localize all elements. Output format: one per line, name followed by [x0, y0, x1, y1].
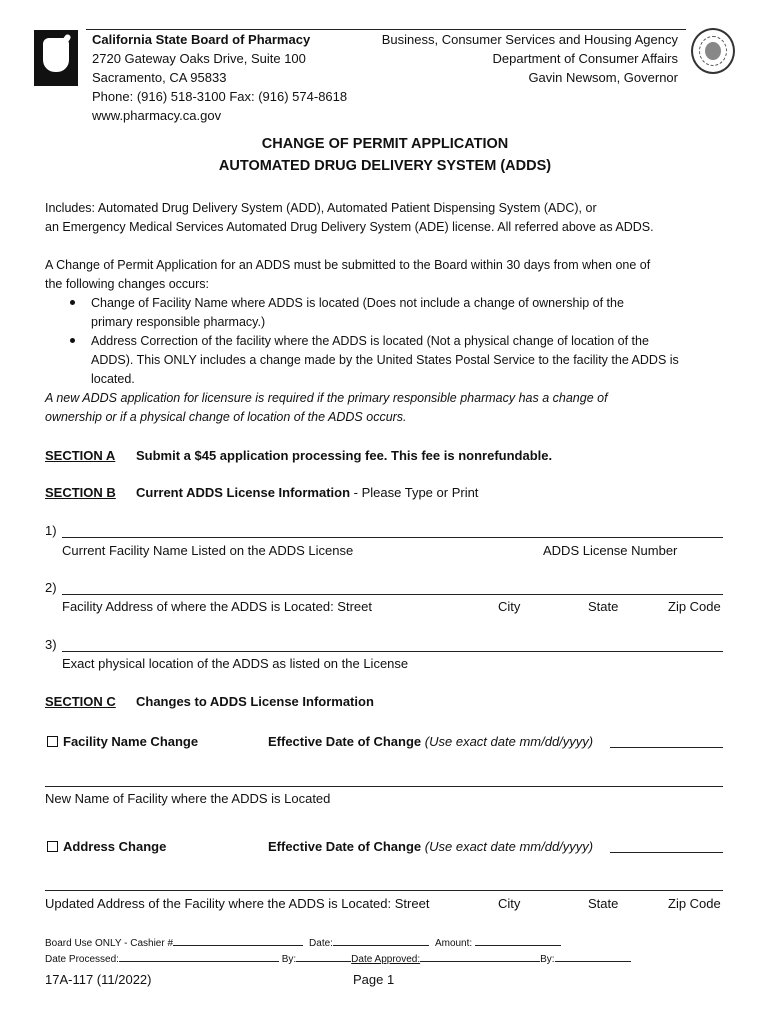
date-approved-input[interactable]	[420, 961, 540, 962]
board-name: California State Board of Pharmacy	[92, 32, 311, 47]
board-address-line2: Sacramento, CA 95833	[92, 70, 227, 85]
license-number-label: ADDS License Number	[543, 543, 678, 558]
bullet2-line3: located.	[91, 372, 135, 386]
bullet1-line2: primary responsible pharmacy.)	[91, 315, 266, 329]
by-label-2: By:	[540, 954, 555, 965]
section-b-title: Current ADDS License Information	[136, 485, 351, 500]
by-input[interactable]	[296, 961, 351, 962]
form-number: 17A-117 (11/2022)	[45, 972, 152, 987]
board-use-row1	[45, 937, 561, 951]
row2-input-line[interactable]	[62, 594, 723, 595]
board-logo	[34, 30, 78, 86]
effective-date-hint: (Use exact date mm/dd/yyyy)	[424, 839, 594, 854]
note-line1: A new ADDS application for licensure is required if the primary responsible pharmacy has a change of	[45, 391, 608, 405]
updated-address-input-line[interactable]	[45, 890, 723, 891]
section-a-label: SECTION A	[45, 448, 116, 463]
date-label: Date:	[309, 938, 333, 949]
row2-city-label: City	[498, 599, 521, 614]
row1-input-line[interactable]	[62, 537, 723, 538]
address-change-date-input[interactable]	[610, 852, 723, 853]
date-processed-label: Date Processed:	[45, 954, 119, 965]
facility-name-change-checkbox[interactable]	[47, 732, 198, 751]
page-number: Page 1	[353, 972, 395, 987]
requirement-line2: the following changes occurs:	[45, 277, 209, 291]
row3-number: 3)	[45, 637, 57, 652]
amount-input[interactable]	[475, 945, 561, 946]
board-use-label: Board Use ONLY - Cashier #	[45, 938, 174, 949]
section-c-label: SECTION C	[45, 694, 116, 709]
new-name-label: New Name of Facility where the ADDS is Located	[45, 791, 331, 806]
name-change-date-input[interactable]	[610, 747, 723, 748]
board-website[interactable]: www.pharmacy.ca.gov	[92, 108, 222, 123]
checkbox-icon[interactable]	[47, 736, 58, 747]
section-a-text: Submit a $45 application processing fee. This fee is nonrefundable.	[136, 448, 553, 463]
bullet-icon	[70, 338, 75, 343]
state-seal	[691, 28, 735, 74]
includes-line1: Includes: Automated Drug Delivery System (ADD), Automated Patient Dispensing System (ADC), or	[45, 201, 597, 215]
section-c-title: Changes to ADDS License Information	[136, 694, 374, 709]
address-change-effective-date	[268, 837, 593, 856]
agency-name: Business, Consumer Services and Housing Agency	[381, 32, 678, 47]
updated-city-label: City	[498, 896, 521, 911]
amount-label: Amount:	[434, 938, 473, 949]
board-phone: Phone: (916) 518-3100 Fax: (916) 574-8618	[92, 89, 348, 104]
row3-label: Exact physical location of the ADDS as listed on the License	[62, 656, 409, 671]
checkbox-icon[interactable]	[47, 841, 58, 852]
updated-state-label: State	[588, 896, 619, 911]
form-title-line2: AUTOMATED DRUG DELIVERY SYSTEM (ADDS)	[218, 158, 552, 174]
section-b-subtitle: - Please Type or Print	[350, 485, 479, 500]
includes-line2: an Emergency Medical Services Automated Drug Delivery System (ADE) license. All referred above as ADDS.	[45, 220, 654, 234]
updated-address-label: Updated Address of the Facility where the ADDS is Located: Street	[45, 896, 430, 911]
updated-zip-label: Zip Code	[668, 896, 721, 911]
governor-name: Gavin Newsom, Governor	[528, 70, 678, 85]
bullet2-line1: Address Correction of the facility where the ADDS is located (Not a physical change of location of the	[91, 334, 649, 348]
board-address-line1: 2720 Gateway Oaks Drive, Suite 100	[92, 51, 306, 66]
effective-date-label: Effective Date of Change	[268, 734, 422, 749]
address-change-checkbox[interactable]	[47, 837, 166, 856]
section-b-heading	[136, 483, 478, 502]
by-label: By:	[281, 954, 297, 965]
date-processed-input[interactable]	[119, 961, 279, 962]
note-line2: ownership or if a physical change of location of the ADDS occurs.	[45, 410, 407, 424]
by-input-2[interactable]	[555, 961, 631, 962]
facility-name-change-label: Facility Name Change	[63, 734, 199, 749]
department-name: Department of Consumer Affairs	[492, 51, 678, 66]
form-title-line1: CHANGE OF PERMIT APPLICATION	[261, 136, 509, 152]
bullet1-line1: Change of Facility Name where ADDS is located (Does not include a change of ownership of the	[91, 296, 624, 310]
date-input[interactable]	[333, 945, 429, 946]
bullet-icon	[70, 300, 75, 305]
date-approved-label: Date Approved:	[351, 954, 421, 965]
bullet2-line2: ADDS). This ONLY includes a change made by the United States Postal Service to the facility the ADDS is	[91, 353, 679, 367]
row1-label: Current Facility Name Listed on the ADDS License	[62, 543, 354, 558]
name-change-effective-date	[268, 732, 593, 751]
address-change-label: Address Change	[63, 839, 167, 854]
cashier-input[interactable]	[173, 945, 303, 946]
effective-date-label: Effective Date of Change	[268, 839, 422, 854]
row3-input-line[interactable]	[62, 651, 723, 652]
row2-label: Facility Address of where the ADDS is Located: Street	[62, 599, 372, 614]
board-use-row2	[45, 953, 631, 967]
new-name-input-line[interactable]	[45, 786, 723, 787]
section-b-label: SECTION B	[45, 485, 116, 500]
row2-number: 2)	[45, 580, 57, 595]
effective-date-hint: (Use exact date mm/dd/yyyy)	[424, 734, 594, 749]
requirement-line1: A Change of Permit Application for an ADDS must be submitted to the Board within 30 days from when one of	[45, 258, 651, 272]
row2-state-label: State	[588, 599, 619, 614]
row2-zip-label: Zip Code	[668, 599, 721, 614]
row1-number: 1)	[45, 523, 57, 538]
